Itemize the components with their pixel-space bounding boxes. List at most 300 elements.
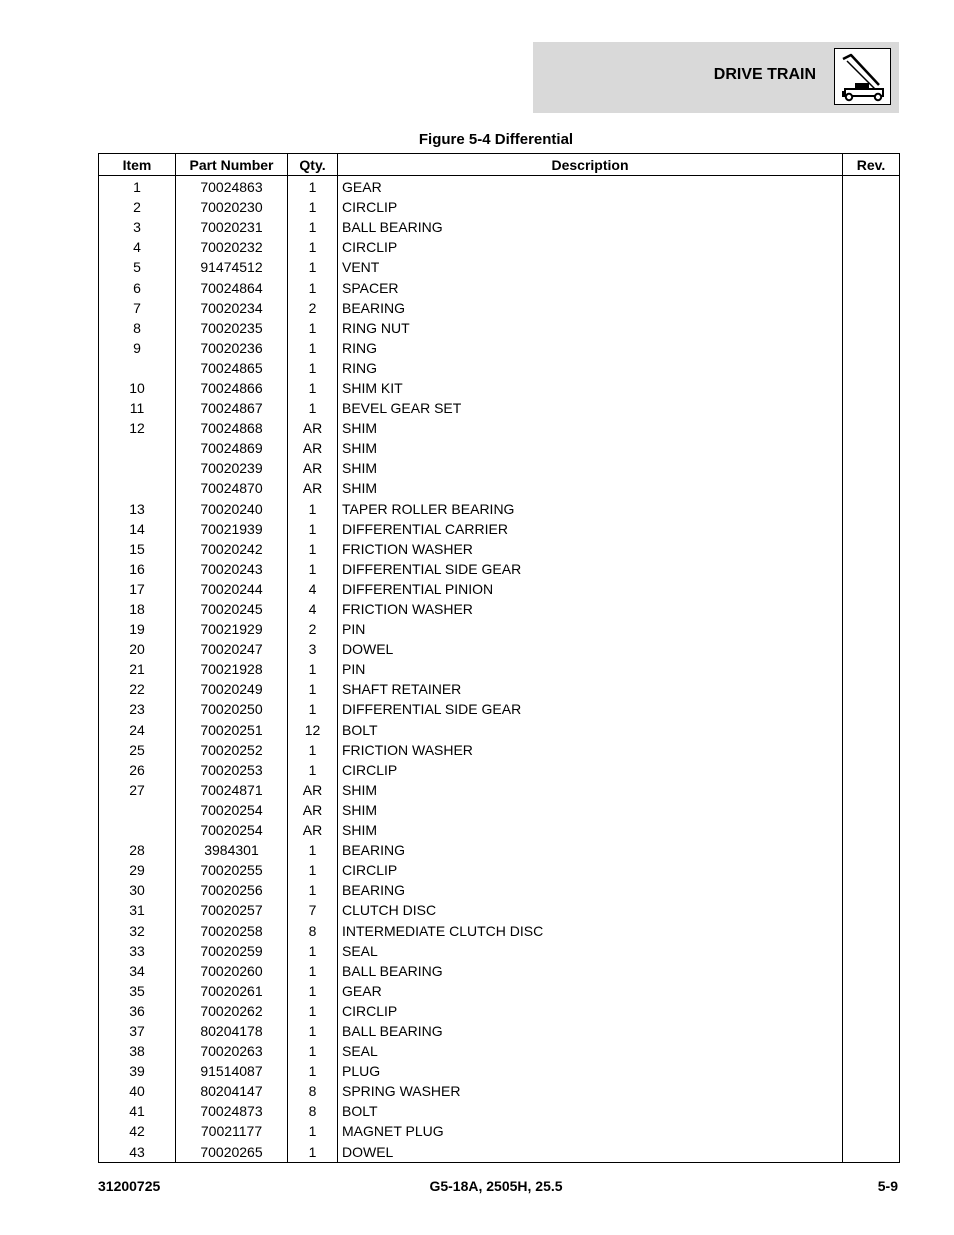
rev-cell xyxy=(843,840,900,860)
column-header-description: Description xyxy=(338,154,843,176)
rev-cell xyxy=(843,298,900,318)
rev-cell xyxy=(843,478,900,498)
rev-cell xyxy=(843,961,900,981)
part-number-cell: 70020230 xyxy=(176,197,288,217)
part-number-cell: 80204147 xyxy=(176,1081,288,1101)
item-cell: 43 xyxy=(99,1142,176,1163)
description-cell: BEARING xyxy=(338,880,843,900)
item-cell: 3 xyxy=(99,217,176,237)
qty-cell: 1 xyxy=(288,197,338,217)
item-cell: 35 xyxy=(99,981,176,1001)
table-row xyxy=(99,780,900,800)
item-cell: 6 xyxy=(99,277,176,297)
part-number-cell: 70020253 xyxy=(176,760,288,780)
item-cell: 41 xyxy=(99,1101,176,1121)
qty-cell: 1 xyxy=(288,840,338,860)
part-number-cell: 70020236 xyxy=(176,338,288,358)
part-number-cell: 70024867 xyxy=(176,398,288,418)
item-cell xyxy=(99,800,176,820)
part-number-cell: 70020262 xyxy=(176,1001,288,1021)
qty-cell: 1 xyxy=(288,398,338,418)
table-row xyxy=(99,860,900,880)
qty-cell: 1 xyxy=(288,559,338,579)
item-cell: 4 xyxy=(99,237,176,257)
qty-cell: 1 xyxy=(288,659,338,679)
description-cell: BEVEL GEAR SET xyxy=(338,398,843,418)
description-cell: DIFFERENTIAL CARRIER xyxy=(338,519,843,539)
part-number-cell: 70020258 xyxy=(176,920,288,940)
qty-cell: 4 xyxy=(288,599,338,619)
item-cell: 15 xyxy=(99,539,176,559)
rev-cell xyxy=(843,237,900,257)
item-cell: 18 xyxy=(99,599,176,619)
item-cell: 10 xyxy=(99,378,176,398)
table-row xyxy=(99,1121,900,1141)
description-cell: RING xyxy=(338,358,843,378)
qty-cell: 1 xyxy=(288,539,338,559)
qty-cell: 1 xyxy=(288,378,338,398)
table-row xyxy=(99,298,900,318)
part-number-cell: 80204178 xyxy=(176,1021,288,1041)
qty-cell: AR xyxy=(288,478,338,498)
rev-cell xyxy=(843,720,900,740)
description-cell: SHIM xyxy=(338,820,843,840)
rev-cell xyxy=(843,197,900,217)
part-number-cell: 70020250 xyxy=(176,699,288,719)
description-cell: PLUG xyxy=(338,1061,843,1081)
part-number-cell: 70020256 xyxy=(176,880,288,900)
qty-cell: 1 xyxy=(288,318,338,338)
table-row xyxy=(99,257,900,277)
part-number-cell: 70020265 xyxy=(176,1142,288,1163)
rev-cell xyxy=(843,699,900,719)
item-cell: 40 xyxy=(99,1081,176,1101)
table-row xyxy=(99,1061,900,1081)
table-row xyxy=(99,679,900,699)
item-cell: 42 xyxy=(99,1121,176,1141)
part-number-cell: 70021928 xyxy=(176,659,288,679)
item-cell: 34 xyxy=(99,961,176,981)
table-row xyxy=(99,217,900,237)
footer-models: G5-18A, 2505H, 25.5 xyxy=(429,1178,563,1194)
item-cell: 29 xyxy=(99,860,176,880)
description-cell: CIRCLIP xyxy=(338,1001,843,1021)
table-row xyxy=(99,820,900,840)
description-cell: CIRCLIP xyxy=(338,760,843,780)
qty-cell: 1 xyxy=(288,740,338,760)
part-number-cell: 91514087 xyxy=(176,1061,288,1081)
rev-cell xyxy=(843,358,900,378)
table-row xyxy=(99,941,900,961)
part-number-cell: 70020247 xyxy=(176,639,288,659)
qty-cell: AR xyxy=(288,458,338,478)
item-cell: 30 xyxy=(99,880,176,900)
table-row xyxy=(99,499,900,519)
description-cell: SHIM xyxy=(338,780,843,800)
item-cell: 32 xyxy=(99,920,176,940)
part-number-cell: 70024864 xyxy=(176,277,288,297)
qty-cell: 1 xyxy=(288,699,338,719)
qty-cell: 7 xyxy=(288,900,338,920)
qty-cell: AR xyxy=(288,800,338,820)
rev-cell xyxy=(843,257,900,277)
part-number-cell: 70024869 xyxy=(176,438,288,458)
qty-cell: 1 xyxy=(288,981,338,1001)
qty-cell: AR xyxy=(288,780,338,800)
part-number-cell: 70020259 xyxy=(176,941,288,961)
table-row xyxy=(99,539,900,559)
part-number-cell: 70020254 xyxy=(176,800,288,820)
item-cell: 36 xyxy=(99,1001,176,1021)
qty-cell: 1 xyxy=(288,358,338,378)
part-number-cell: 70020232 xyxy=(176,237,288,257)
table-row xyxy=(99,438,900,458)
qty-cell: 1 xyxy=(288,1142,338,1163)
description-cell: DIFFERENTIAL PINION xyxy=(338,579,843,599)
rev-cell xyxy=(843,619,900,639)
part-number-cell: 70020261 xyxy=(176,981,288,1001)
description-cell: SHIM xyxy=(338,478,843,498)
table-row xyxy=(99,961,900,981)
item-cell: 1 xyxy=(99,176,176,198)
description-cell: FRICTION WASHER xyxy=(338,740,843,760)
description-cell: RING xyxy=(338,338,843,358)
table-row xyxy=(99,760,900,780)
qty-cell: 1 xyxy=(288,237,338,257)
rev-cell xyxy=(843,900,900,920)
description-cell: GEAR xyxy=(338,176,843,198)
rev-cell xyxy=(843,800,900,820)
qty-cell: 1 xyxy=(288,1001,338,1021)
part-number-cell: 70024868 xyxy=(176,418,288,438)
table-header-row xyxy=(99,154,900,176)
qty-cell: 3 xyxy=(288,639,338,659)
part-number-cell: 70020231 xyxy=(176,217,288,237)
rev-cell xyxy=(843,880,900,900)
qty-cell: 1 xyxy=(288,338,338,358)
rev-cell xyxy=(843,780,900,800)
table-row xyxy=(99,599,900,619)
rev-cell xyxy=(843,318,900,338)
part-number-cell: 70020243 xyxy=(176,559,288,579)
part-number-cell: 70020245 xyxy=(176,599,288,619)
table-row xyxy=(99,176,900,198)
table-row xyxy=(99,338,900,358)
item-cell: 17 xyxy=(99,579,176,599)
part-number-cell: 70020234 xyxy=(176,298,288,318)
part-number-cell: 70020263 xyxy=(176,1041,288,1061)
rev-cell xyxy=(843,920,900,940)
qty-cell: 2 xyxy=(288,619,338,639)
qty-cell: AR xyxy=(288,820,338,840)
table-row xyxy=(99,398,900,418)
rev-cell xyxy=(843,679,900,699)
qty-cell: 1 xyxy=(288,176,338,198)
description-cell: BEARING xyxy=(338,298,843,318)
description-cell: SPACER xyxy=(338,277,843,297)
footer-page-number: 5-9 xyxy=(877,1178,898,1194)
rev-cell xyxy=(843,499,900,519)
part-number-cell: 91474512 xyxy=(176,257,288,277)
parts-table xyxy=(98,153,900,1163)
qty-cell: 1 xyxy=(288,961,338,981)
table-row xyxy=(99,880,900,900)
rev-cell xyxy=(843,1061,900,1081)
item-cell: 20 xyxy=(99,639,176,659)
qty-cell: AR xyxy=(288,438,338,458)
description-cell: BALL BEARING xyxy=(338,217,843,237)
table-row xyxy=(99,1142,900,1163)
rev-cell xyxy=(843,398,900,418)
description-cell: MAGNET PLUG xyxy=(338,1121,843,1141)
rev-cell xyxy=(843,217,900,237)
table-row xyxy=(99,639,900,659)
item-cell xyxy=(99,478,176,498)
description-cell: SPRING WASHER xyxy=(338,1081,843,1101)
description-cell: DOWEL xyxy=(338,1142,843,1163)
rev-cell xyxy=(843,277,900,297)
table-row xyxy=(99,318,900,338)
qty-cell: 1 xyxy=(288,760,338,780)
qty-cell: AR xyxy=(288,418,338,438)
part-number-cell: 70024870 xyxy=(176,478,288,498)
table-row xyxy=(99,519,900,539)
part-number-cell: 70020244 xyxy=(176,579,288,599)
table-row xyxy=(99,1021,900,1041)
qty-cell: 1 xyxy=(288,679,338,699)
qty-cell: 4 xyxy=(288,579,338,599)
description-cell: BALL BEARING xyxy=(338,1021,843,1041)
table-row xyxy=(99,740,900,760)
table-row xyxy=(99,418,900,438)
qty-cell: 2 xyxy=(288,298,338,318)
section-title: DRIVE TRAIN xyxy=(713,66,816,83)
part-number-cell: 70024863 xyxy=(176,176,288,198)
rev-cell xyxy=(843,579,900,599)
part-number-cell: 70020255 xyxy=(176,860,288,880)
qty-cell: 1 xyxy=(288,880,338,900)
description-cell: FRICTION WASHER xyxy=(338,539,843,559)
item-cell: 14 xyxy=(99,519,176,539)
rev-cell xyxy=(843,418,900,438)
table-row xyxy=(99,559,900,579)
part-number-cell: 70024865 xyxy=(176,358,288,378)
table-row xyxy=(99,458,900,478)
part-number-cell: 70020239 xyxy=(176,458,288,478)
part-number-cell: 70020252 xyxy=(176,740,288,760)
table-row xyxy=(99,659,900,679)
rev-cell xyxy=(843,338,900,358)
table-row xyxy=(99,699,900,719)
part-number-cell: 70020249 xyxy=(176,679,288,699)
table-row xyxy=(99,720,900,740)
table-row xyxy=(99,1041,900,1061)
table-row xyxy=(99,920,900,940)
description-cell: SHIM xyxy=(338,418,843,438)
part-number-cell: 70024871 xyxy=(176,780,288,800)
description-cell: SHIM xyxy=(338,458,843,478)
rev-cell xyxy=(843,639,900,659)
aerial-lift-icon xyxy=(834,48,891,105)
footer-doc-number: 31200725 xyxy=(98,1178,161,1194)
item-cell: 39 xyxy=(99,1061,176,1081)
item-cell: 13 xyxy=(99,499,176,519)
qty-cell: 1 xyxy=(288,1041,338,1061)
rev-cell xyxy=(843,1101,900,1121)
part-number-cell: 70020240 xyxy=(176,499,288,519)
item-cell: 24 xyxy=(99,720,176,740)
item-cell xyxy=(99,820,176,840)
qty-cell: 1 xyxy=(288,499,338,519)
qty-cell: 1 xyxy=(288,860,338,880)
part-number-cell: 70020257 xyxy=(176,900,288,920)
qty-cell: 1 xyxy=(288,257,338,277)
item-cell: 21 xyxy=(99,659,176,679)
qty-cell: 1 xyxy=(288,519,338,539)
table-row xyxy=(99,981,900,1001)
item-cell: 25 xyxy=(99,740,176,760)
item-cell xyxy=(99,358,176,378)
table-row xyxy=(99,358,900,378)
qty-cell: 8 xyxy=(288,920,338,940)
rev-cell xyxy=(843,539,900,559)
description-cell: CIRCLIP xyxy=(338,860,843,880)
rev-cell xyxy=(843,740,900,760)
description-cell: SHIM xyxy=(338,800,843,820)
parts-table-body xyxy=(99,176,900,1163)
rev-cell xyxy=(843,1021,900,1041)
description-cell: BOLT xyxy=(338,1101,843,1121)
table-row xyxy=(99,1101,900,1121)
table-row xyxy=(99,237,900,257)
part-number-cell: 70021929 xyxy=(176,619,288,639)
item-cell: 28 xyxy=(99,840,176,860)
item-cell xyxy=(99,438,176,458)
table-row xyxy=(99,619,900,639)
table-row xyxy=(99,900,900,920)
rev-cell xyxy=(843,559,900,579)
item-cell: 19 xyxy=(99,619,176,639)
description-cell: FRICTION WASHER xyxy=(338,599,843,619)
qty-cell: 8 xyxy=(288,1081,338,1101)
part-number-cell: 70024873 xyxy=(176,1101,288,1121)
rev-cell xyxy=(843,820,900,840)
part-number-cell: 70020251 xyxy=(176,720,288,740)
column-header-part-number: Part Number xyxy=(176,154,288,176)
qty-cell: 1 xyxy=(288,217,338,237)
description-cell: SHAFT RETAINER xyxy=(338,679,843,699)
description-cell: TAPER ROLLER BEARING xyxy=(338,499,843,519)
rev-cell xyxy=(843,599,900,619)
rev-cell xyxy=(843,981,900,1001)
item-cell: 5 xyxy=(99,257,176,277)
description-cell: RING NUT xyxy=(338,318,843,338)
rev-cell xyxy=(843,1041,900,1061)
rev-cell xyxy=(843,378,900,398)
description-cell: CLUTCH DISC xyxy=(338,900,843,920)
description-cell: BOLT xyxy=(338,720,843,740)
table-row xyxy=(99,197,900,217)
rev-cell xyxy=(843,1001,900,1021)
column-header-item: Item xyxy=(99,154,176,176)
table-row xyxy=(99,478,900,498)
rev-cell xyxy=(843,659,900,679)
item-cell: 38 xyxy=(99,1041,176,1061)
description-cell: CIRCLIP xyxy=(338,237,843,257)
qty-cell: 8 xyxy=(288,1101,338,1121)
part-number-cell: 70020242 xyxy=(176,539,288,559)
part-number-cell: 70020254 xyxy=(176,820,288,840)
item-cell: 8 xyxy=(99,318,176,338)
description-cell: SHIM xyxy=(338,438,843,458)
figure-title: Figure 5-4 Differential xyxy=(418,131,574,148)
item-cell: 33 xyxy=(99,941,176,961)
item-cell: 11 xyxy=(99,398,176,418)
section-header xyxy=(533,42,899,113)
item-cell xyxy=(99,458,176,478)
table-row xyxy=(99,840,900,860)
part-number-cell: 70024866 xyxy=(176,378,288,398)
item-cell: 27 xyxy=(99,780,176,800)
part-number-cell: 70020235 xyxy=(176,318,288,338)
part-number-cell: 70021177 xyxy=(176,1121,288,1141)
qty-cell: 1 xyxy=(288,1121,338,1141)
item-cell: 26 xyxy=(99,760,176,780)
description-cell: DOWEL xyxy=(338,639,843,659)
rev-cell xyxy=(843,438,900,458)
description-cell: BALL BEARING xyxy=(338,961,843,981)
item-cell: 16 xyxy=(99,559,176,579)
item-cell: 23 xyxy=(99,699,176,719)
column-header-qty: Qty. xyxy=(288,154,338,176)
table-row xyxy=(99,1081,900,1101)
rev-cell xyxy=(843,860,900,880)
description-cell: SEAL xyxy=(338,1041,843,1061)
description-cell: VENT xyxy=(338,257,843,277)
description-cell: DIFFERENTIAL SIDE GEAR xyxy=(338,559,843,579)
item-cell: 9 xyxy=(99,338,176,358)
rev-cell xyxy=(843,941,900,961)
description-cell: SHIM KIT xyxy=(338,378,843,398)
qty-cell: 12 xyxy=(288,720,338,740)
item-cell: 12 xyxy=(99,418,176,438)
item-cell: 22 xyxy=(99,679,176,699)
column-header-rev: Rev. xyxy=(843,154,900,176)
description-cell: SEAL xyxy=(338,941,843,961)
description-cell: PIN xyxy=(338,619,843,639)
rev-cell xyxy=(843,519,900,539)
rev-cell xyxy=(843,760,900,780)
rev-cell xyxy=(843,1142,900,1163)
item-cell: 31 xyxy=(99,900,176,920)
table-row xyxy=(99,800,900,820)
description-cell: GEAR xyxy=(338,981,843,1001)
table-row xyxy=(99,277,900,297)
qty-cell: 1 xyxy=(288,1061,338,1081)
description-cell: BEARING xyxy=(338,840,843,860)
part-number-cell: 3984301 xyxy=(176,840,288,860)
table-row xyxy=(99,579,900,599)
description-cell: INTERMEDIATE CLUTCH DISC xyxy=(338,920,843,940)
part-number-cell: 70021939 xyxy=(176,519,288,539)
qty-cell: 1 xyxy=(288,941,338,961)
item-cell: 2 xyxy=(99,197,176,217)
rev-cell xyxy=(843,458,900,478)
description-cell: CIRCLIP xyxy=(338,197,843,217)
qty-cell: 1 xyxy=(288,277,338,297)
item-cell: 7 xyxy=(99,298,176,318)
rev-cell xyxy=(843,176,900,198)
